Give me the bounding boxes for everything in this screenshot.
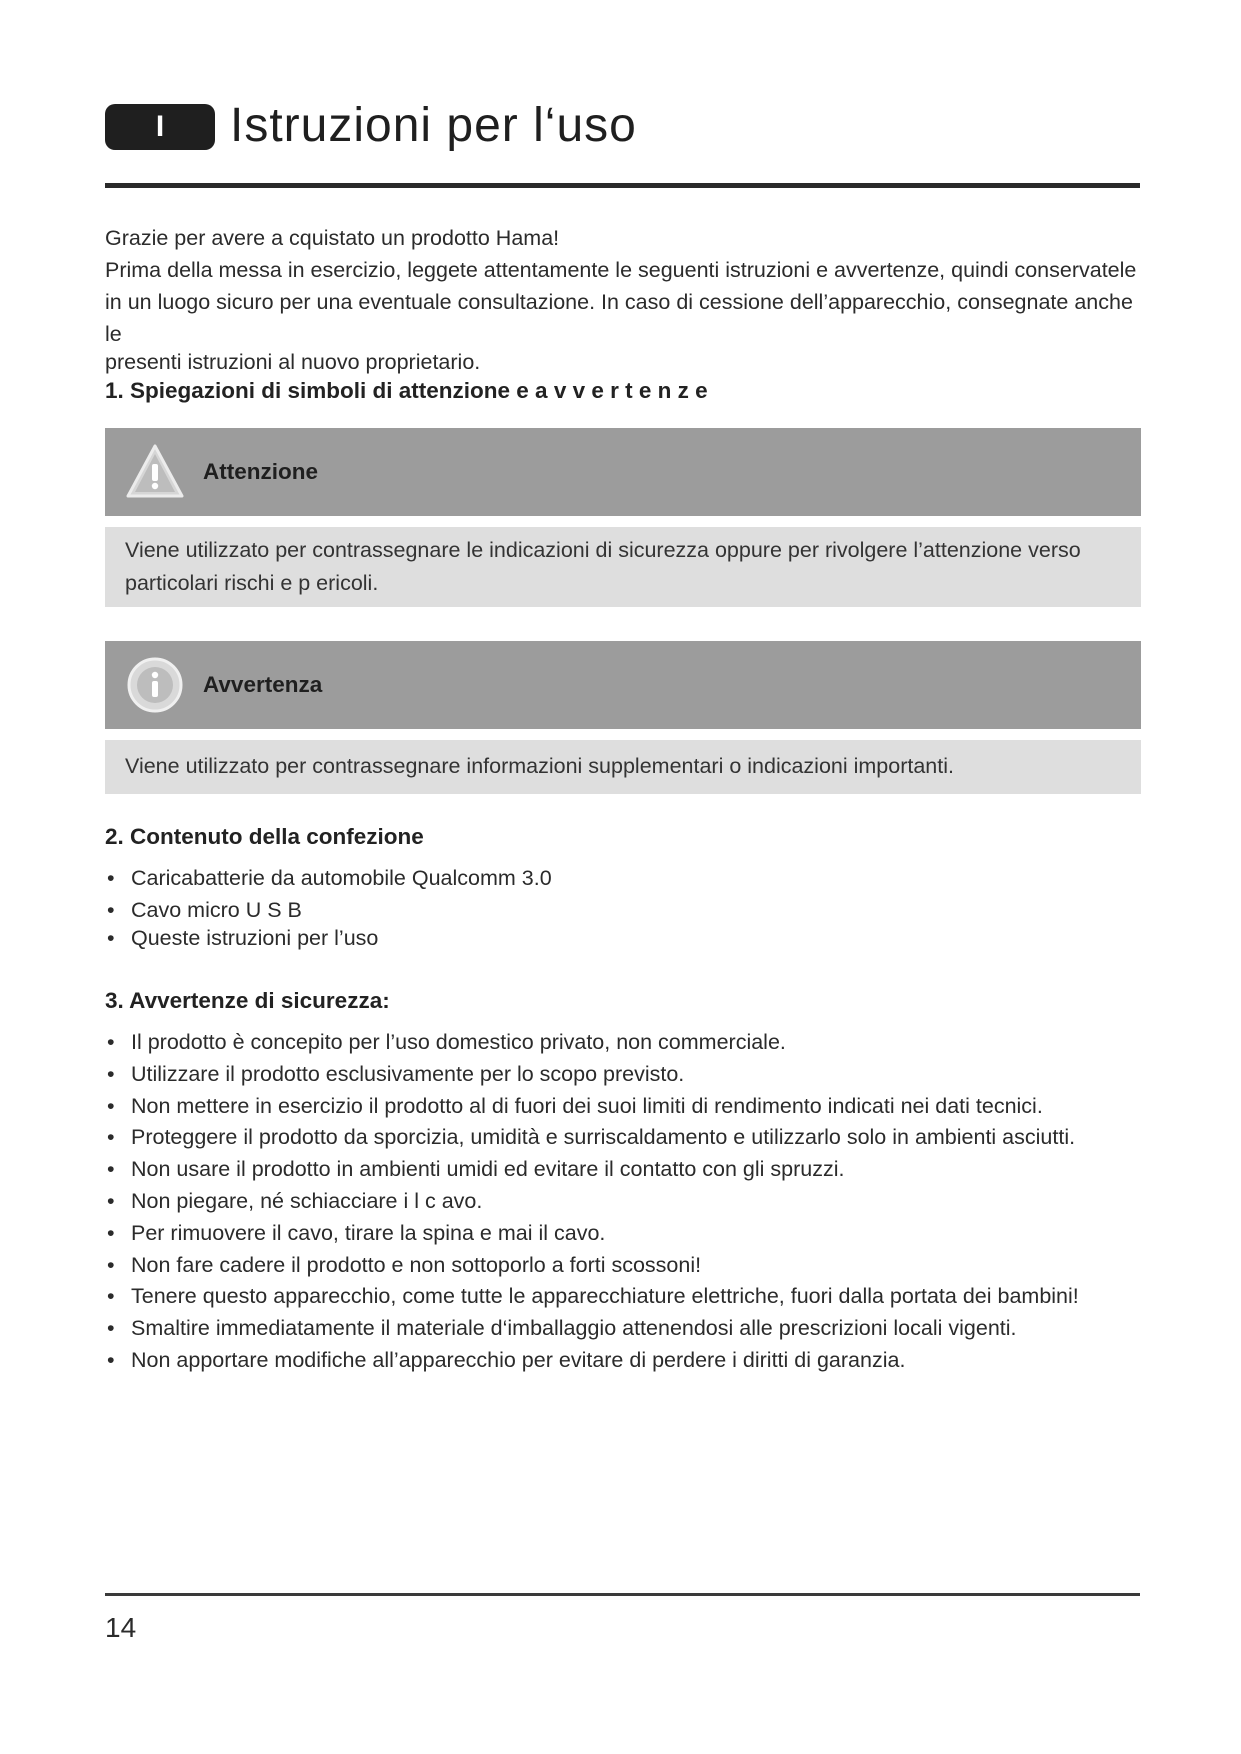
list-item: • Non fare cadere il prodotto e non sottoporlo a forti scossoni! [105, 1250, 1145, 1282]
intro-line: presenti istruzioni al nuovo proprietario. [105, 350, 481, 374]
section-heading-safety: 3. Avvertenze di sicurezza: [105, 988, 390, 1013]
caution-line: Viene utilizzato per contrassegnare le indicazioni di sicurezza oppure per rivolgere l’attenzione verso [125, 538, 1081, 562]
list-item: • Non mettere in esercizio il prodotto al di fuori dei suoi limiti di rendimento indicati nei dati tecnici. [105, 1091, 1145, 1123]
page-number: 14 [105, 1612, 137, 1643]
safety-list [105, 1027, 1145, 1377]
caution-body [105, 527, 1141, 607]
contents-list [105, 862, 1145, 954]
list-item: • Utilizzare il prodotto esclusivamente per lo scopo previsto. [105, 1059, 1145, 1091]
intro-line: in un luogo sicuro per una eventuale consultazione. In caso di cessione dell’apparecchio, consegnate anche le [105, 290, 1133, 346]
note-title: Avvertenza [203, 672, 323, 697]
intro-text [105, 222, 1145, 378]
intro-line: Prima della messa in esercizio, leggete attentamente le seguenti istruzioni e avvertenze, quindi conservatele [105, 258, 1137, 282]
note-header [105, 641, 1141, 729]
note-body [105, 740, 1141, 794]
list-item: • Caricabatterie da automobile Qualcomm 3.0 [105, 862, 1145, 894]
warning-triangle-icon [125, 442, 185, 502]
language-badge: I [105, 104, 215, 150]
list-item: • Il prodotto è concepito per l’uso domestico privato, non commerciale. [105, 1027, 1145, 1059]
caution-header [105, 428, 1141, 516]
list-item: • Per rimuovere il cavo, tirare la spina e mai il cavo. [105, 1218, 1145, 1250]
list-item: • Non piegare, né schiacciare i l c avo. [105, 1186, 1145, 1218]
list-item: • Queste istruzioni per l’uso [105, 922, 1145, 954]
list-item: • Proteggere il prodotto da sporcizia, umidità e surriscaldamento e utilizzarlo solo in ambienti asciutti. [105, 1122, 1145, 1154]
list-item: • Cavo micro U S B [105, 894, 1145, 926]
list-item: • Tenere questo apparecchio, come tutte le apparecchiature elettriche, fuori dalla portata dei bambini! [105, 1281, 1145, 1313]
section-heading-symbols: 1. Spiegazioni di simboli di attenzione e a v v e r t e n z e [105, 378, 708, 403]
header-divider [105, 183, 1140, 188]
list-item: • Non apportare modifiche all’apparecchio per evitare di perdere i diritti di garanzia. [105, 1345, 1145, 1377]
footer-divider [105, 1593, 1140, 1596]
list-item: • Smaltire immediatamente il materiale d‘imballaggio attenendosi alle prescrizioni locali vigenti. [105, 1313, 1145, 1345]
page-title: Istruzioni per l‘uso [230, 99, 637, 152]
caution-line: particolari rischi e p ericoli. [125, 571, 379, 595]
section-heading-contents: 2. Contenuto della confezione [105, 824, 424, 849]
intro-line: Grazie per avere a cquistato un prodotto Hama! [105, 226, 560, 250]
note-line: Viene utilizzato per contrassegnare informazioni supplementari o indicazioni importanti. [125, 754, 954, 778]
info-circle-icon [125, 655, 185, 715]
caution-title: Attenzione [203, 459, 318, 484]
list-item: • Non usare il prodotto in ambienti umidi ed evitare il contatto con gli spruzzi. [105, 1154, 1145, 1186]
